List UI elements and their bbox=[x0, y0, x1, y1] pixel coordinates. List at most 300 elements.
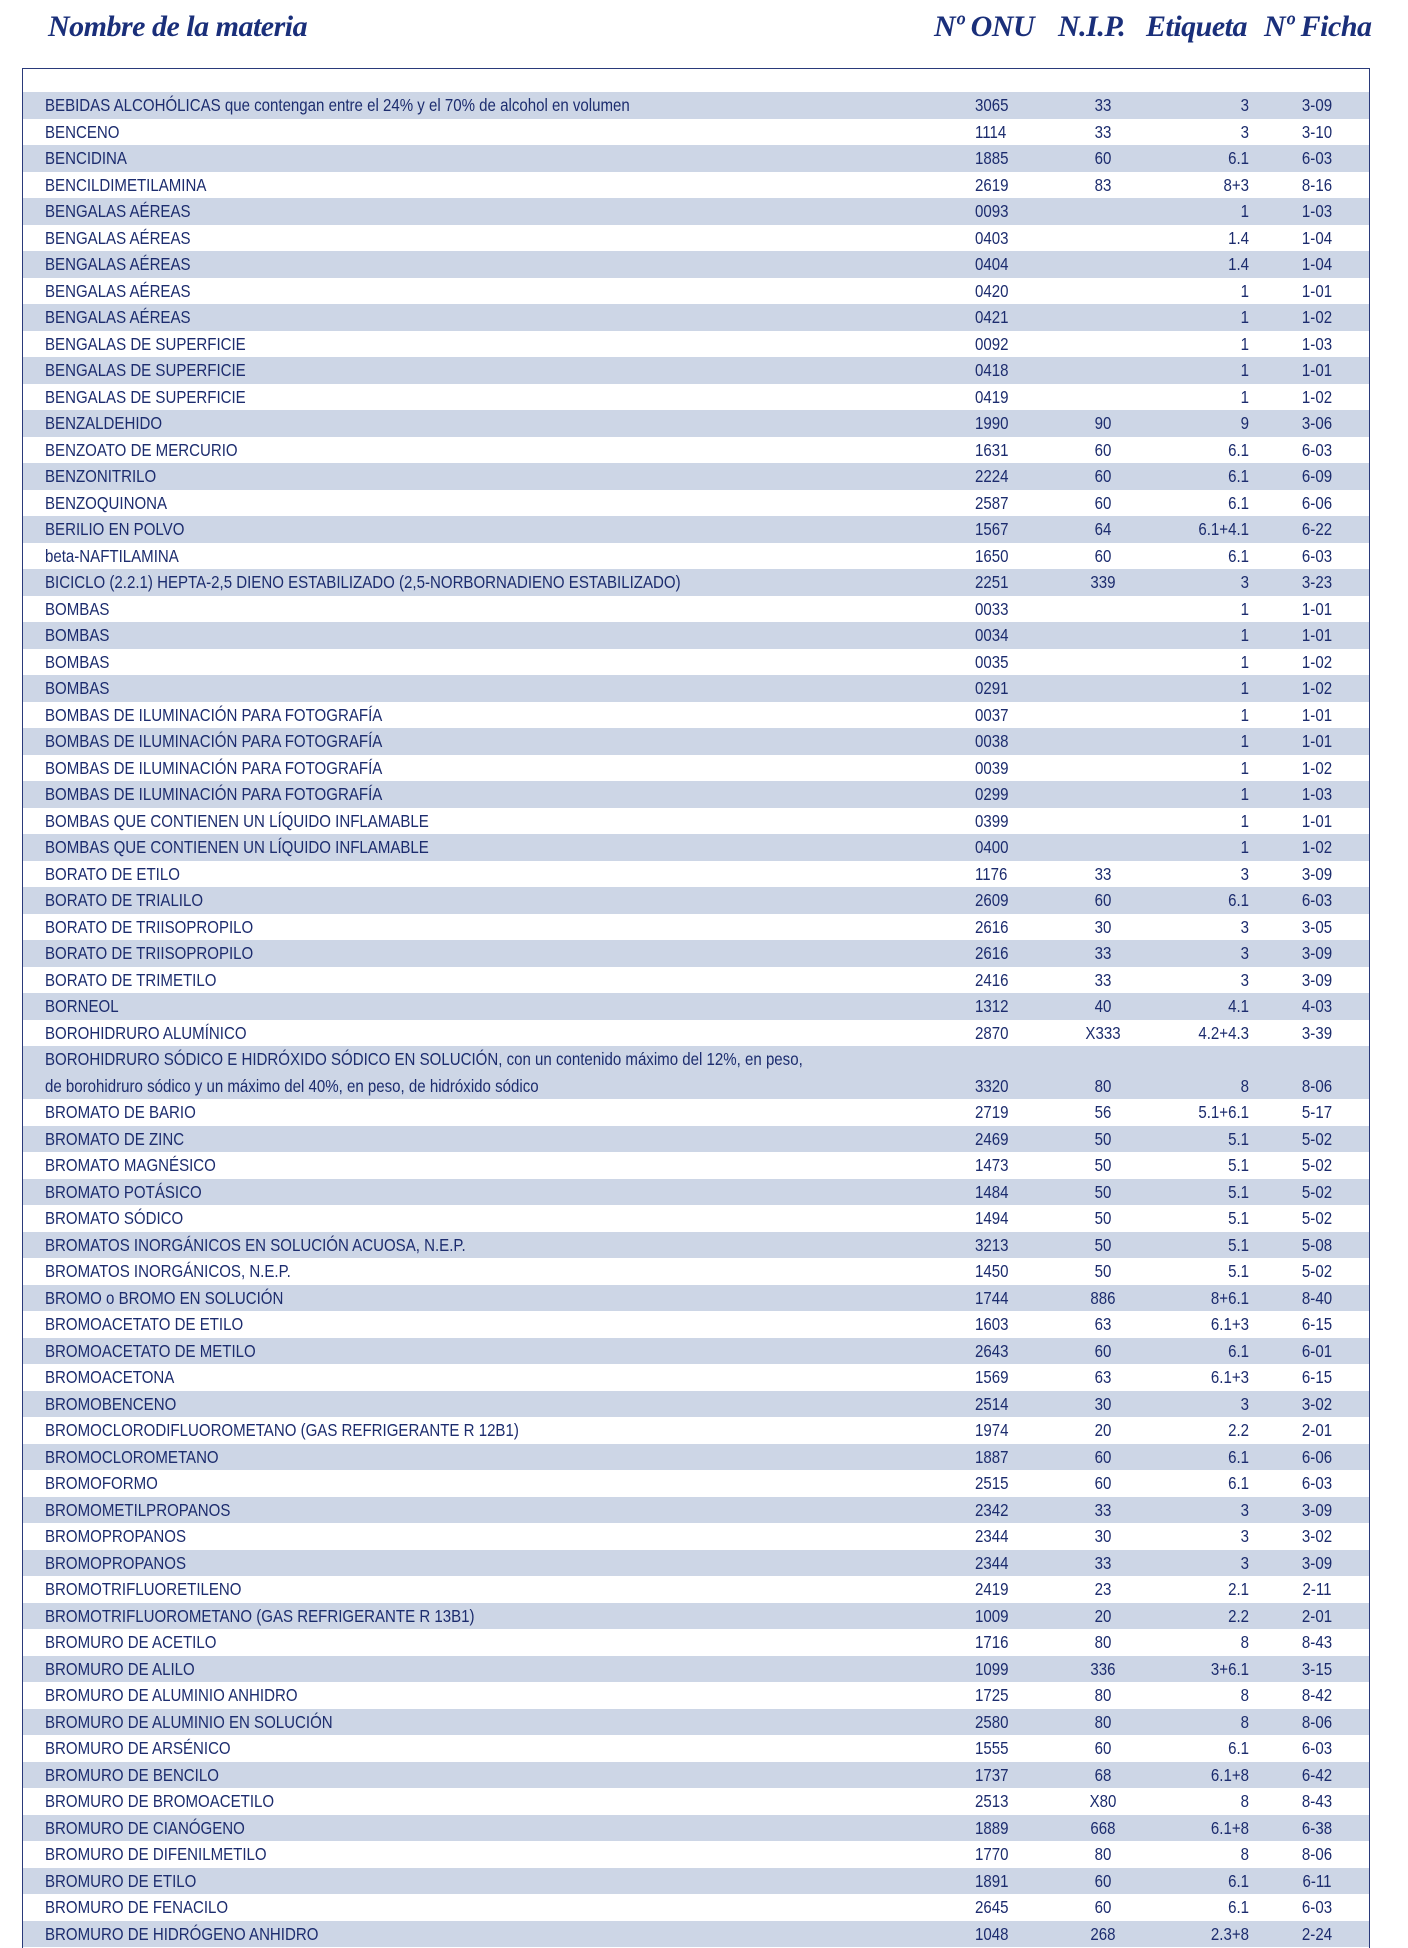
cell-etiqueta: 1 bbox=[1240, 731, 1249, 751]
cell-name bbox=[45, 914, 253, 941]
cell-nip: 60 bbox=[1094, 1897, 1112, 1917]
table-row bbox=[23, 92, 1369, 119]
cell-name bbox=[45, 569, 681, 596]
cell-name bbox=[45, 1709, 333, 1736]
cell-nip: 336 bbox=[1090, 1658, 1116, 1679]
table-row bbox=[23, 1709, 1369, 1736]
cell-etiqueta: 2.2 bbox=[1228, 1420, 1249, 1440]
table-row bbox=[23, 1762, 1369, 1789]
cell-etiqueta: 6.1 bbox=[1228, 148, 1249, 168]
cell-ficha: 3-02 bbox=[1301, 1526, 1333, 1546]
cell-ficha: 6-38 bbox=[1301, 1817, 1333, 1838]
cell-nip: 60 bbox=[1094, 1738, 1112, 1758]
cell-onu: 0035 bbox=[975, 651, 1009, 672]
cell-nip: 63 bbox=[1094, 1314, 1112, 1334]
cell-etiqueta: 6.1 bbox=[1228, 545, 1249, 566]
cell-nip: 60 bbox=[1094, 890, 1112, 910]
cell-name-line: BOMBAS QUE CONTIENEN UN LÍQUIDO INFLAMABLE bbox=[45, 810, 429, 831]
cell-name bbox=[45, 1550, 186, 1577]
cell-etiqueta: 4.1 bbox=[1228, 996, 1249, 1016]
cell-etiqueta: 6.1 bbox=[1228, 1446, 1249, 1467]
cell-name-line: BEBIDAS ALCOHÓLICAS que contengan entre el 24% y el 70% de alcohol en volumen bbox=[45, 95, 630, 115]
cell-etiqueta: 8 bbox=[1240, 1844, 1249, 1864]
cell-etiqueta: 6.1 bbox=[1228, 890, 1249, 910]
cell-ficha: 8-42 bbox=[1301, 1685, 1333, 1705]
cell-name bbox=[45, 808, 429, 835]
table-header bbox=[0, 0, 1408, 60]
cell-ficha: 2-11 bbox=[1302, 1579, 1332, 1599]
cell-name-line: BROMURO DE BENCILO bbox=[45, 1764, 219, 1785]
cell-onu: 1603 bbox=[975, 1314, 1009, 1334]
cell-nip: 60 bbox=[1094, 492, 1112, 513]
cell-name bbox=[45, 437, 238, 464]
cell-nip: X333 bbox=[1085, 1022, 1121, 1043]
cell-onu: 2344 bbox=[975, 1526, 1009, 1546]
table-row bbox=[23, 1338, 1369, 1365]
cell-onu: 1725 bbox=[975, 1685, 1009, 1705]
cell-name bbox=[45, 172, 206, 199]
table-row bbox=[23, 278, 1369, 305]
cell-name-line: BENGALAS AÉREAS bbox=[45, 227, 191, 248]
cell-nip: 30 bbox=[1094, 1393, 1112, 1414]
cell-name-line: BENGALAS AÉREAS bbox=[45, 280, 191, 301]
cell-name bbox=[45, 1497, 230, 1524]
cell-ficha: 3-09 bbox=[1301, 863, 1333, 884]
cell-name bbox=[45, 1603, 475, 1630]
cell-ficha: 1-01 bbox=[1301, 731, 1333, 751]
cell-etiqueta: 6.1 bbox=[1228, 492, 1249, 513]
cell-name-line: BROMOBENCENO bbox=[45, 1393, 177, 1414]
cell-ficha: 6-15 bbox=[1301, 1367, 1333, 1387]
cell-nip: 33 bbox=[1094, 969, 1112, 990]
cell-nip: 50 bbox=[1094, 1128, 1112, 1149]
cell-onu: 1494 bbox=[975, 1208, 1009, 1228]
table-body bbox=[23, 92, 1369, 1947]
cell-ficha: 5-02 bbox=[1301, 1128, 1333, 1149]
cell-ficha: 3-09 bbox=[1301, 943, 1333, 963]
table-row bbox=[23, 172, 1369, 199]
cell-etiqueta: 8 bbox=[1240, 1791, 1249, 1811]
cell-onu: 0291 bbox=[975, 678, 1009, 698]
cell-ficha: 1-02 bbox=[1301, 307, 1333, 327]
cell-onu: 2587 bbox=[975, 492, 1009, 513]
cell-name-line: BOMBAS bbox=[45, 598, 110, 619]
table-row bbox=[23, 463, 1369, 490]
cell-name bbox=[45, 1444, 219, 1471]
cell-name-line: BENZONITRILO bbox=[45, 466, 157, 486]
cell-onu: 0299 bbox=[975, 784, 1009, 804]
cell-onu: 0033 bbox=[975, 598, 1009, 619]
cell-ficha: 1-03 bbox=[1301, 333, 1333, 354]
cell-name-line: BOMBAS DE ILUMINACIÓN PARA FOTOGRAFÍA bbox=[45, 731, 383, 751]
cell-name bbox=[45, 622, 109, 649]
cell-name-line: BROMOACETATO DE ETILO bbox=[45, 1314, 244, 1334]
cell-etiqueta: 1 bbox=[1240, 757, 1249, 778]
cell-ficha: 6-03 bbox=[1301, 890, 1333, 910]
table-row bbox=[23, 781, 1369, 808]
cell-ficha: 6-01 bbox=[1301, 1340, 1333, 1361]
table-row bbox=[23, 1152, 1369, 1179]
cell-nip: 60 bbox=[1094, 1473, 1112, 1493]
cell-name bbox=[45, 967, 216, 994]
cell-name-line: BERILIO EN POLVO bbox=[45, 519, 185, 539]
cell-onu: 0420 bbox=[975, 280, 1009, 301]
cell-onu: 1887 bbox=[975, 1446, 1009, 1467]
table-row bbox=[23, 1311, 1369, 1338]
cell-name bbox=[45, 861, 180, 888]
cell-name bbox=[45, 145, 127, 172]
table-row bbox=[23, 1020, 1369, 1047]
cell-ficha: 8-06 bbox=[1301, 1711, 1333, 1732]
cell-onu: 2251 bbox=[975, 572, 1009, 592]
table-row bbox=[23, 1735, 1369, 1762]
cell-name bbox=[45, 119, 119, 146]
cell-etiqueta: 6.1 bbox=[1228, 1738, 1249, 1758]
cell-onu: 2645 bbox=[975, 1897, 1009, 1917]
cell-ficha: 3-09 bbox=[1301, 969, 1333, 990]
cell-etiqueta: 5.1 bbox=[1228, 1181, 1249, 1202]
cell-name-line: BENGALAS DE SUPERFICIE bbox=[45, 360, 246, 380]
cell-ficha: 1-01 bbox=[1301, 704, 1333, 725]
cell-name-line: BENGALAS AÉREAS bbox=[45, 254, 191, 274]
table-row bbox=[23, 1815, 1369, 1842]
cell-ficha: 5-02 bbox=[1301, 1261, 1333, 1281]
cell-name bbox=[45, 331, 246, 358]
cell-etiqueta: 5.1 bbox=[1228, 1208, 1249, 1228]
cell-name bbox=[45, 1126, 184, 1153]
cell-name-line: BOROHIDRURO ALUMÍNICO bbox=[45, 1022, 247, 1043]
cell-etiqueta: 8+6.1 bbox=[1210, 1287, 1249, 1308]
table-row bbox=[23, 1470, 1369, 1497]
cell-name bbox=[45, 596, 109, 623]
cell-name-line: BORATO DE TRIALILO bbox=[45, 890, 204, 910]
cell-name bbox=[45, 1868, 196, 1895]
cell-etiqueta: 6.1+4.1 bbox=[1198, 519, 1249, 539]
cell-name-line: BROMURO DE FENACILO bbox=[45, 1897, 229, 1917]
cell-etiqueta: 9 bbox=[1240, 413, 1249, 433]
table-row bbox=[23, 1205, 1369, 1232]
cell-etiqueta: 3 bbox=[1240, 1526, 1249, 1546]
table-row bbox=[23, 357, 1369, 384]
cell-ficha: 5-17 bbox=[1301, 1102, 1333, 1122]
table-row bbox=[23, 1417, 1369, 1444]
cell-ficha: 6-09 bbox=[1301, 466, 1333, 486]
table-row bbox=[23, 251, 1369, 278]
table-row bbox=[23, 940, 1369, 967]
cell-name-line: BROMOPROPANOS bbox=[45, 1552, 187, 1573]
cell-etiqueta: 6.1 bbox=[1228, 1340, 1249, 1361]
cell-name-line: BROMOPROPANOS bbox=[45, 1526, 187, 1546]
cell-ficha: 1-02 bbox=[1301, 678, 1333, 698]
cell-name bbox=[45, 1921, 318, 1948]
cell-ficha: 6-03 bbox=[1301, 1897, 1333, 1917]
table-row bbox=[23, 1179, 1369, 1206]
cell-ficha: 6-03 bbox=[1301, 148, 1333, 168]
cell-name-line: BROMURO DE DIFENILMETILO bbox=[45, 1844, 267, 1864]
cell-etiqueta: 5.1 bbox=[1228, 1155, 1249, 1175]
cell-etiqueta: 8 bbox=[1240, 1711, 1249, 1732]
cell-etiqueta: 3 bbox=[1240, 1393, 1249, 1414]
cell-nip: 886 bbox=[1090, 1287, 1116, 1308]
cell-etiqueta: 3 bbox=[1240, 1499, 1249, 1520]
cell-onu: 1567 bbox=[975, 519, 1009, 539]
cell-ficha: 8-43 bbox=[1301, 1632, 1333, 1652]
cell-name-line: BENCILDIMETILAMINA bbox=[45, 174, 207, 195]
cell-nip: 50 bbox=[1094, 1234, 1112, 1255]
cell-etiqueta: 6.1+8 bbox=[1210, 1764, 1249, 1785]
cell-etiqueta: 8 bbox=[1240, 1075, 1249, 1096]
cell-name-line: BROMO o BROMO EN SOLUCIÓN bbox=[45, 1287, 284, 1308]
column-header-onu: Nº ONU bbox=[934, 10, 1035, 43]
cell-onu: 1555 bbox=[975, 1738, 1009, 1758]
cell-onu: 1716 bbox=[975, 1632, 1009, 1652]
cell-onu: 2514 bbox=[975, 1393, 1009, 1414]
table-row bbox=[23, 384, 1369, 411]
cell-name bbox=[45, 251, 191, 278]
table-row bbox=[23, 304, 1369, 331]
table-row bbox=[23, 198, 1369, 225]
cell-name-line: BROMURO DE ETILO bbox=[45, 1870, 197, 1891]
cell-onu: 1099 bbox=[975, 1658, 1009, 1679]
cell-onu: 0400 bbox=[975, 837, 1009, 857]
cell-ficha: 1-02 bbox=[1301, 757, 1333, 778]
cell-nip: 33 bbox=[1094, 1499, 1112, 1520]
cell-onu: 2616 bbox=[975, 943, 1009, 963]
cell-ficha: 3-09 bbox=[1301, 1552, 1333, 1573]
cell-name bbox=[45, 1205, 183, 1232]
cell-onu: 1770 bbox=[975, 1844, 1009, 1864]
cell-etiqueta: 1 bbox=[1240, 598, 1249, 619]
cell-ficha: 2-24 bbox=[1301, 1923, 1333, 1944]
table-row bbox=[23, 1046, 1369, 1099]
cell-name bbox=[45, 384, 246, 411]
table-row bbox=[23, 861, 1369, 888]
cell-ficha: 5-02 bbox=[1301, 1208, 1333, 1228]
cell-name bbox=[45, 834, 429, 861]
cell-etiqueta: 1 bbox=[1240, 201, 1249, 221]
cell-onu: 1631 bbox=[975, 439, 1009, 460]
cell-nip: 50 bbox=[1094, 1155, 1112, 1175]
cell-onu: 1450 bbox=[975, 1261, 1009, 1281]
table-row bbox=[23, 649, 1369, 676]
cell-name-line: BOMBAS bbox=[45, 651, 110, 672]
cell-etiqueta: 5.1 bbox=[1228, 1261, 1249, 1281]
table-row bbox=[23, 1576, 1369, 1603]
cell-nip: 63 bbox=[1094, 1367, 1112, 1387]
cell-name-line: BENCIDINA bbox=[45, 148, 127, 168]
cell-etiqueta: 1 bbox=[1240, 678, 1249, 698]
table-row bbox=[23, 1258, 1369, 1285]
cell-nip: 33 bbox=[1094, 95, 1112, 115]
cell-name-line: BOMBAS DE ILUMINACIÓN PARA FOTOGRAFÍA bbox=[45, 704, 383, 725]
cell-onu: 2344 bbox=[975, 1552, 1009, 1573]
cell-etiqueta: 3 bbox=[1240, 943, 1249, 963]
cell-ficha: 1-01 bbox=[1301, 625, 1333, 645]
cell-name bbox=[45, 490, 167, 517]
table-row bbox=[23, 1391, 1369, 1418]
cell-nip: 23 bbox=[1094, 1579, 1112, 1599]
table-row bbox=[23, 543, 1369, 570]
cell-etiqueta: 1.4 bbox=[1228, 227, 1249, 248]
cell-nip: 56 bbox=[1094, 1102, 1112, 1122]
cell-name-line: BROMURO DE ALUMINIO EN SOLUCIÓN bbox=[45, 1711, 333, 1732]
cell-name-line: BROMOACETONA bbox=[45, 1367, 175, 1387]
column-header-ficha: Nº Ficha bbox=[1264, 10, 1372, 43]
cell-name bbox=[45, 92, 630, 119]
cell-ficha: 1-01 bbox=[1301, 360, 1333, 380]
cell-onu: 2616 bbox=[975, 916, 1009, 937]
cell-ficha: 3-09 bbox=[1301, 1499, 1333, 1520]
cell-name bbox=[45, 649, 109, 676]
cell-name bbox=[45, 1285, 283, 1312]
table-row bbox=[23, 914, 1369, 941]
cell-ficha: 6-03 bbox=[1301, 545, 1333, 566]
table-row bbox=[23, 1364, 1369, 1391]
cell-nip: 50 bbox=[1094, 1181, 1112, 1202]
cell-name bbox=[45, 543, 179, 570]
cell-onu: 1885 bbox=[975, 148, 1009, 168]
cell-etiqueta: 1 bbox=[1240, 625, 1249, 645]
cell-etiqueta: 1 bbox=[1240, 307, 1249, 327]
cell-name bbox=[45, 1258, 291, 1285]
cell-name bbox=[45, 1629, 216, 1656]
cell-onu: 1889 bbox=[975, 1817, 1009, 1838]
cell-onu: 1484 bbox=[975, 1181, 1009, 1202]
cell-nip: 20 bbox=[1094, 1605, 1112, 1626]
table-row bbox=[23, 1523, 1369, 1550]
table-row bbox=[23, 596, 1369, 623]
cell-onu: 0039 bbox=[975, 757, 1009, 778]
cell-name bbox=[45, 1523, 186, 1550]
cell-onu: 0093 bbox=[975, 201, 1009, 221]
cell-name-line: BROMOMETILPROPANOS bbox=[45, 1499, 231, 1520]
cell-onu: 2619 bbox=[975, 174, 1009, 195]
cell-name-line: BROMATO DE ZINC bbox=[45, 1128, 185, 1149]
cell-name bbox=[45, 1788, 274, 1815]
cell-name-line: BENGALAS AÉREAS bbox=[45, 307, 191, 327]
table-row bbox=[23, 1603, 1369, 1630]
cell-name bbox=[45, 1179, 202, 1206]
cell-name bbox=[45, 1338, 256, 1365]
cell-onu: 2609 bbox=[975, 890, 1009, 910]
cell-ficha: 8-16 bbox=[1301, 174, 1333, 195]
cell-ficha: 3-02 bbox=[1301, 1393, 1333, 1414]
cell-etiqueta: 4.2+4.3 bbox=[1198, 1022, 1249, 1043]
cell-ficha: 1-02 bbox=[1301, 386, 1333, 407]
cell-onu: 0034 bbox=[975, 625, 1009, 645]
table-row bbox=[23, 808, 1369, 835]
cell-name-line: BROMOTRIFLUOROMETANO (GAS REFRIGERANTE R 13B1) bbox=[45, 1605, 475, 1626]
cell-etiqueta: 3 bbox=[1240, 121, 1249, 142]
cell-name bbox=[45, 1841, 267, 1868]
cell-ficha: 1-03 bbox=[1301, 201, 1333, 221]
cell-etiqueta: 5.1+6.1 bbox=[1198, 1102, 1249, 1122]
cell-name bbox=[45, 357, 246, 384]
table-row bbox=[23, 145, 1369, 172]
cell-onu: 1176 bbox=[975, 863, 1008, 884]
cell-nip: 60 bbox=[1094, 148, 1112, 168]
cell-ficha: 3-10 bbox=[1301, 121, 1333, 142]
cell-ficha: 1-01 bbox=[1301, 598, 1333, 619]
cell-name bbox=[45, 410, 162, 437]
cell-ficha: 5-02 bbox=[1301, 1181, 1333, 1202]
cell-name bbox=[45, 1311, 243, 1338]
cell-name-line: BENGALAS DE SUPERFICIE bbox=[45, 333, 246, 354]
cell-etiqueta: 1 bbox=[1240, 810, 1249, 831]
cell-nip: 33 bbox=[1094, 863, 1112, 884]
cell-ficha: 1-04 bbox=[1301, 254, 1333, 274]
cell-etiqueta: 6.1 bbox=[1228, 1473, 1249, 1493]
cell-name bbox=[45, 198, 191, 225]
cell-onu: 1569 bbox=[975, 1367, 1009, 1387]
cell-ficha: 4-03 bbox=[1301, 996, 1333, 1016]
cell-ficha: 1-03 bbox=[1301, 784, 1333, 804]
cell-name-line: BORATO DE TRIISOPROPILO bbox=[45, 916, 254, 937]
cell-ficha: 5-02 bbox=[1301, 1155, 1333, 1175]
cell-onu: 1650 bbox=[975, 545, 1009, 566]
cell-ficha: 3-15 bbox=[1301, 1658, 1333, 1679]
cell-name-line: BROMURO DE ACETILO bbox=[45, 1632, 217, 1652]
cell-onu: 2580 bbox=[975, 1711, 1009, 1732]
cell-onu: 0403 bbox=[975, 227, 1009, 248]
cell-ficha: 3-06 bbox=[1301, 413, 1333, 433]
table-row bbox=[23, 1232, 1369, 1259]
column-header-nip: N.I.P. bbox=[1058, 10, 1126, 43]
cell-onu: 0399 bbox=[975, 810, 1009, 831]
cell-ficha: 2-01 bbox=[1301, 1605, 1333, 1626]
cell-name bbox=[45, 781, 382, 808]
cell-onu: 2719 bbox=[975, 1102, 1009, 1122]
cell-nip: 30 bbox=[1094, 916, 1112, 937]
cell-nip: 20 bbox=[1094, 1420, 1112, 1440]
cell-onu: 2416 bbox=[975, 969, 1009, 990]
cell-name-line: BENCENO bbox=[45, 121, 120, 142]
cell-nip: X80 bbox=[1089, 1791, 1117, 1811]
cell-ficha: 1-04 bbox=[1301, 227, 1333, 248]
cell-etiqueta: 1 bbox=[1240, 280, 1249, 301]
cell-name-line: BENGALAS DE SUPERFICIE bbox=[45, 386, 246, 407]
cell-nip: 339 bbox=[1090, 572, 1116, 592]
cell-name-line: BROMURO DE BROMOACETILO bbox=[45, 1791, 275, 1811]
cell-etiqueta: 2.2 bbox=[1228, 1605, 1249, 1626]
cell-onu: 2515 bbox=[975, 1473, 1009, 1493]
cell-name-line: BORATO DE ETILO bbox=[45, 863, 180, 884]
cell-nip: 80 bbox=[1094, 1632, 1112, 1652]
cell-ficha: 6-06 bbox=[1301, 492, 1333, 513]
cell-etiqueta: 1 bbox=[1240, 784, 1249, 804]
cell-nip: 60 bbox=[1094, 466, 1112, 486]
cell-nip: 60 bbox=[1094, 439, 1112, 460]
cell-onu: 2469 bbox=[975, 1128, 1009, 1149]
cell-etiqueta: 6.1 bbox=[1228, 466, 1249, 486]
cell-onu: 0038 bbox=[975, 731, 1009, 751]
cell-name-line: BROMOACETATO DE METILO bbox=[45, 1340, 256, 1361]
cell-name bbox=[45, 728, 382, 755]
cell-nip: 60 bbox=[1094, 1340, 1112, 1361]
cell-name-line: BOROHIDRURO SÓDICO E HIDRÓXIDO SÓDICO EN SOLUCIÓN, con un contenido máximo del 12%, en peso, bbox=[45, 1049, 803, 1069]
cell-name-line: BROMURO DE HIDRÓGENO ANHIDRO bbox=[45, 1923, 319, 1944]
cell-onu: 0419 bbox=[975, 386, 1009, 407]
cell-nip: 30 bbox=[1094, 1526, 1112, 1546]
cell-name bbox=[45, 1682, 298, 1709]
cell-onu: 0418 bbox=[975, 360, 1009, 380]
cell-nip: 33 bbox=[1094, 121, 1112, 142]
cell-name-line: BENZALDEHIDO bbox=[45, 413, 163, 433]
cell-name-line: BENZOQUINONA bbox=[45, 492, 168, 513]
table-row bbox=[23, 1285, 1369, 1312]
cell-name-line: BROMURO DE ARSÉNICO bbox=[45, 1738, 231, 1758]
cell-nip: 80 bbox=[1094, 1075, 1112, 1096]
